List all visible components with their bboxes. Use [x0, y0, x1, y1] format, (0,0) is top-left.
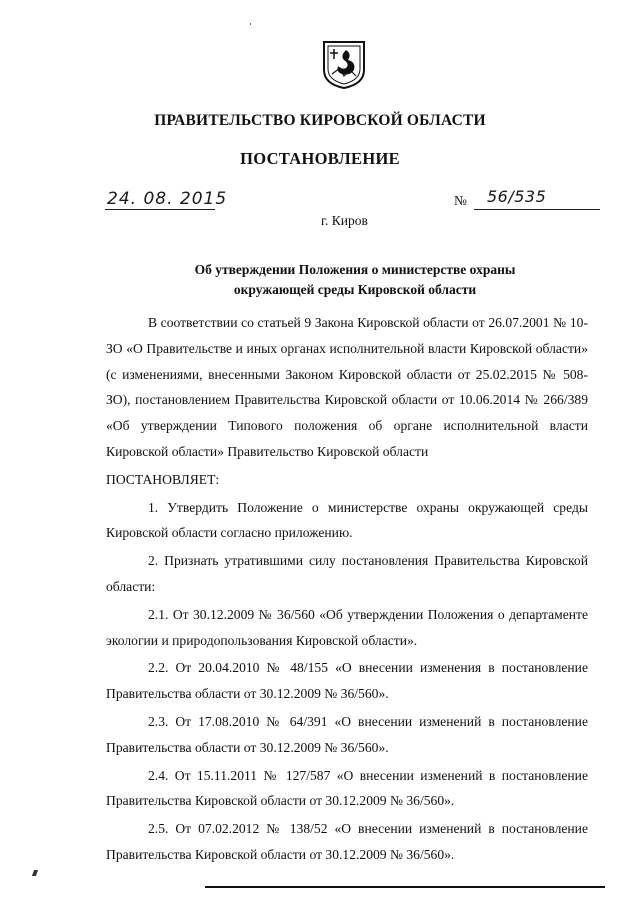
body-paragraph-2-2: 2.2. От 20.04.2010 № 48/155 «О внесении изменения в постановление Правительства области от 30.12.2009 № 36/560».: [106, 660, 588, 702]
document-subject: [110, 260, 600, 300]
body-paragraph-2-5: 2.5. От 07.02.2012 № 138/52 «О внесении изменений в постановление Правительства Кировской области от 30.12.2009 № 36/560».: [106, 821, 588, 862]
body-paragraph-2-4: 2.4. От 15.11.2011 № 127/587 «О внесении изменений в постановление Правительства Кировской области от 30.12.2009 № 36/560».: [106, 767, 588, 809]
document-date: 24. 08. 2015: [107, 189, 228, 209]
date-underline: [105, 209, 215, 210]
body-paragraph-2-1: 2.1. От 30.12.2009 № 36/560 «Об утверждении Положения о департаменте экологии и природопользования Кировской области».: [106, 606, 588, 648]
document-type: ПОСТАНОВЛЕНИЕ: [240, 149, 400, 168]
kirov-coat-of-arms-icon: [320, 40, 368, 90]
footer-rule: [205, 886, 605, 888]
scan-artifact: [250, 23, 251, 25]
city-label: г. Киров: [321, 213, 368, 228]
document-body: [106, 310, 588, 870]
number-underline: [474, 209, 600, 210]
body-paragraph-1: 1. Утвердить Положение о министерстве охраны окружающей среды Кировской области согласно приложению.: [106, 499, 588, 541]
document-number: 56/535: [487, 187, 547, 206]
body-paragraph-2: 2. Признать утратившими силу постановления Правительства Кировской области:: [106, 553, 588, 594]
subject-line-2: окружающей среды Кировской области: [233, 282, 477, 297]
body-paragraph-resolves: ПОСТАНОВЛЯЕТ:: [106, 471, 220, 487]
government-title: ПРАВИТЕЛЬСТВО КИРОВСКОЙ ОБЛАСТИ: [154, 112, 486, 129]
subject-line-1: Об утверждении Положения о министерстве охраны: [194, 262, 516, 277]
number-sign: №: [454, 193, 467, 208]
body-paragraph-2-3: 2.3. От 17.08.2010 № 64/391 «О внесении изменений в постановление Правительства области от 30.12.2009 № 36/560».: [106, 713, 588, 755]
scan-mark: [32, 870, 38, 876]
body-paragraph-preamble: В соответствии со статьей 9 Закона Кировской области от 26.07.2001 № 10-ЗО «О Правительстве и иных органах исполнительной власти Кировской области» (с изменениями, внесенными Законом Кировской области от 25.02.2015 № 508-ЗО), постановлением Правительства Кировской области от 10.06.2014 № 266/389 «Об утверждении Типового положения об органе исполнительной власти Кировской области» Правительство Кировской области: [106, 315, 588, 459]
